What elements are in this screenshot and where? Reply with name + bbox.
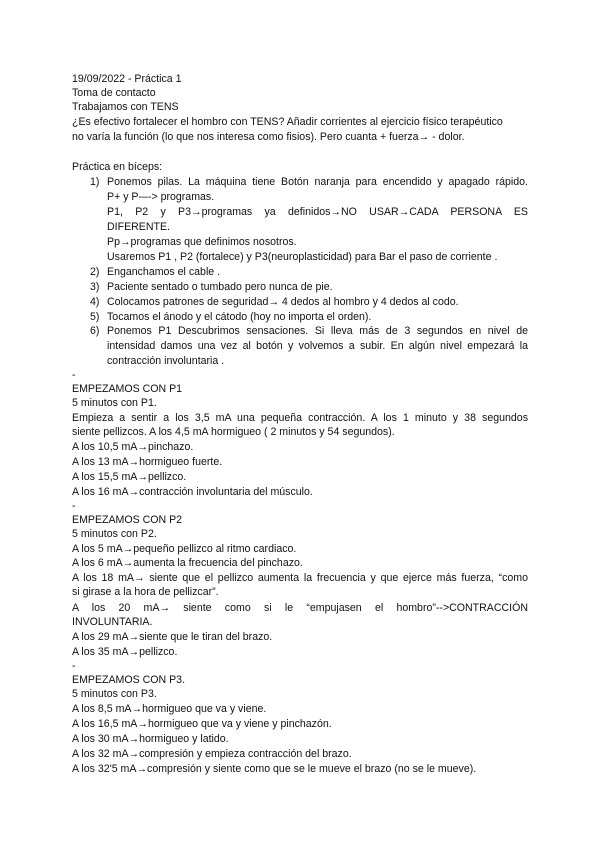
section-dash: -	[72, 369, 76, 381]
step-text: P+ y P-–-> programas.	[107, 191, 215, 203]
practice-heading: Práctica en bíceps:	[72, 161, 163, 173]
step-text: Usaremos P1 , P2 (fortalece) y P3(neuroplasticidad) para Bar el paso de corriente .	[107, 251, 498, 263]
step-text: Tocamos el ánodo y el cátodo (hoy no importa el orden).	[107, 311, 372, 323]
p3-line: A los 8,5 mA→hormigueo que va y viene.	[72, 703, 267, 715]
intro-line-1: ¿Es efectivo fortalecer el hombro con TENS? Añadir corrientes al ejercicio físico terapéutico	[72, 116, 503, 128]
p3-line: A los 32'5 mA→compresión y siente como que se le mueve el brazo (no se le mueve).	[72, 763, 477, 775]
section-dash: -	[72, 500, 76, 512]
step-text: contracción involuntaria .	[107, 355, 225, 367]
p1-heading: EMPEZAMOS CON P1	[72, 383, 183, 395]
step-number: 1)	[90, 176, 100, 188]
step-number: 3)	[90, 281, 100, 293]
p2-line: A los 29 mA→siente que le tiran del brazo.	[72, 631, 273, 643]
p2-heading: EMPEZAMOS CON P2	[72, 514, 183, 526]
step-number: 6)	[90, 325, 100, 337]
p2-line: INVOLUNTARIA.	[72, 616, 153, 628]
step-number: 2)	[90, 266, 100, 278]
p3-line: A los 30 mA→hormigueo y latido.	[72, 733, 229, 745]
subtitle: Toma de contacto	[72, 87, 156, 99]
p2-line: A los 20 mA→ siente como si le “empujasen el hombro”-->CONTRACCIÓN	[72, 602, 528, 614]
p1-line: Empieza a sentir a los 3,5 mA una pequeña contracción. A los 1 minuto y 38 segundos	[72, 412, 528, 424]
p1-line: A los 10,5 mA→pinchazo.	[72, 441, 194, 453]
step-number: 4)	[90, 296, 100, 308]
p2-line: A los 18 mA→ siente que el pellizco aumenta la frecuencia y que ejerce más fuerza, “como	[72, 572, 528, 584]
p2-line: A los 35 mA→pellizco.	[72, 646, 178, 658]
p3-line: A los 32 mA→compresión y empieza contracción del brazo.	[72, 748, 352, 760]
p2-duration: 5 minutos con P2.	[72, 528, 157, 540]
step-text: Ponemos P1 Descubrimos sensaciones. Si lleva más de 3 segundos en nivel de	[107, 325, 528, 337]
p3-duration: 5 minutos con P3.	[72, 688, 157, 700]
section-dash: -	[72, 660, 76, 672]
p3-line: A los 16,5 mA→hormigueo que va y viene y pinchazón.	[72, 718, 332, 730]
step-text: DIFERENTE.	[107, 221, 170, 233]
p1-line: A los 16 mA→contracción involuntaria del músculo.	[72, 486, 313, 498]
step-text: Ponemos pilas. La máquina tiene Botón naranja para encendido y apagado rápido.	[107, 176, 528, 188]
step-text: Pp→programas que definimos nosotros.	[107, 236, 297, 248]
step-text: P1, P2 y P3→programas ya definidos→NO USAR→CADA PERSONA ES	[107, 206, 528, 218]
topic: Trabajamos con TENS	[72, 101, 179, 113]
p2-line: A los 6 mA→aumenta la frecuencia del pinchazo.	[72, 557, 303, 569]
p1-line: A los 13 mA→hormigueo fuerte.	[72, 456, 223, 468]
p1-line: siente pellizcos. A los 4,5 mA hormigueo ( 2 minutos y 54 segundos).	[72, 426, 395, 438]
step-text: Paciente sentado o tumbado pero nunca de pie.	[107, 281, 333, 293]
p1-line: A los 15,5 mA→pellizco.	[72, 471, 187, 483]
step-number: 5)	[90, 311, 100, 323]
p2-line: A los 5 mA→pequeño pellizco al ritmo cardiaco.	[72, 543, 297, 555]
date-line: 19/09/2022 - Práctica 1	[72, 73, 182, 85]
intro-line-2: no varía la función (lo que nos interesa como fisios). Pero cuanta + fuerza→ - dolor.	[72, 131, 465, 143]
step-text: Enganchamos el cable .	[107, 266, 221, 278]
step-text: Colocamos patrones de seguridad→ 4 dedos al hombro y 4 dedos al codo.	[107, 296, 459, 308]
p1-duration: 5 minutos con P1.	[72, 397, 157, 409]
p3-heading: EMPEZAMOS CON P3.	[72, 674, 186, 686]
step-text: intensidad damos una vez al botón y volvemos a subir. En algún nivel empezará la	[107, 340, 528, 352]
p2-line: si girase a la hora de pellizcar”.	[72, 586, 219, 598]
